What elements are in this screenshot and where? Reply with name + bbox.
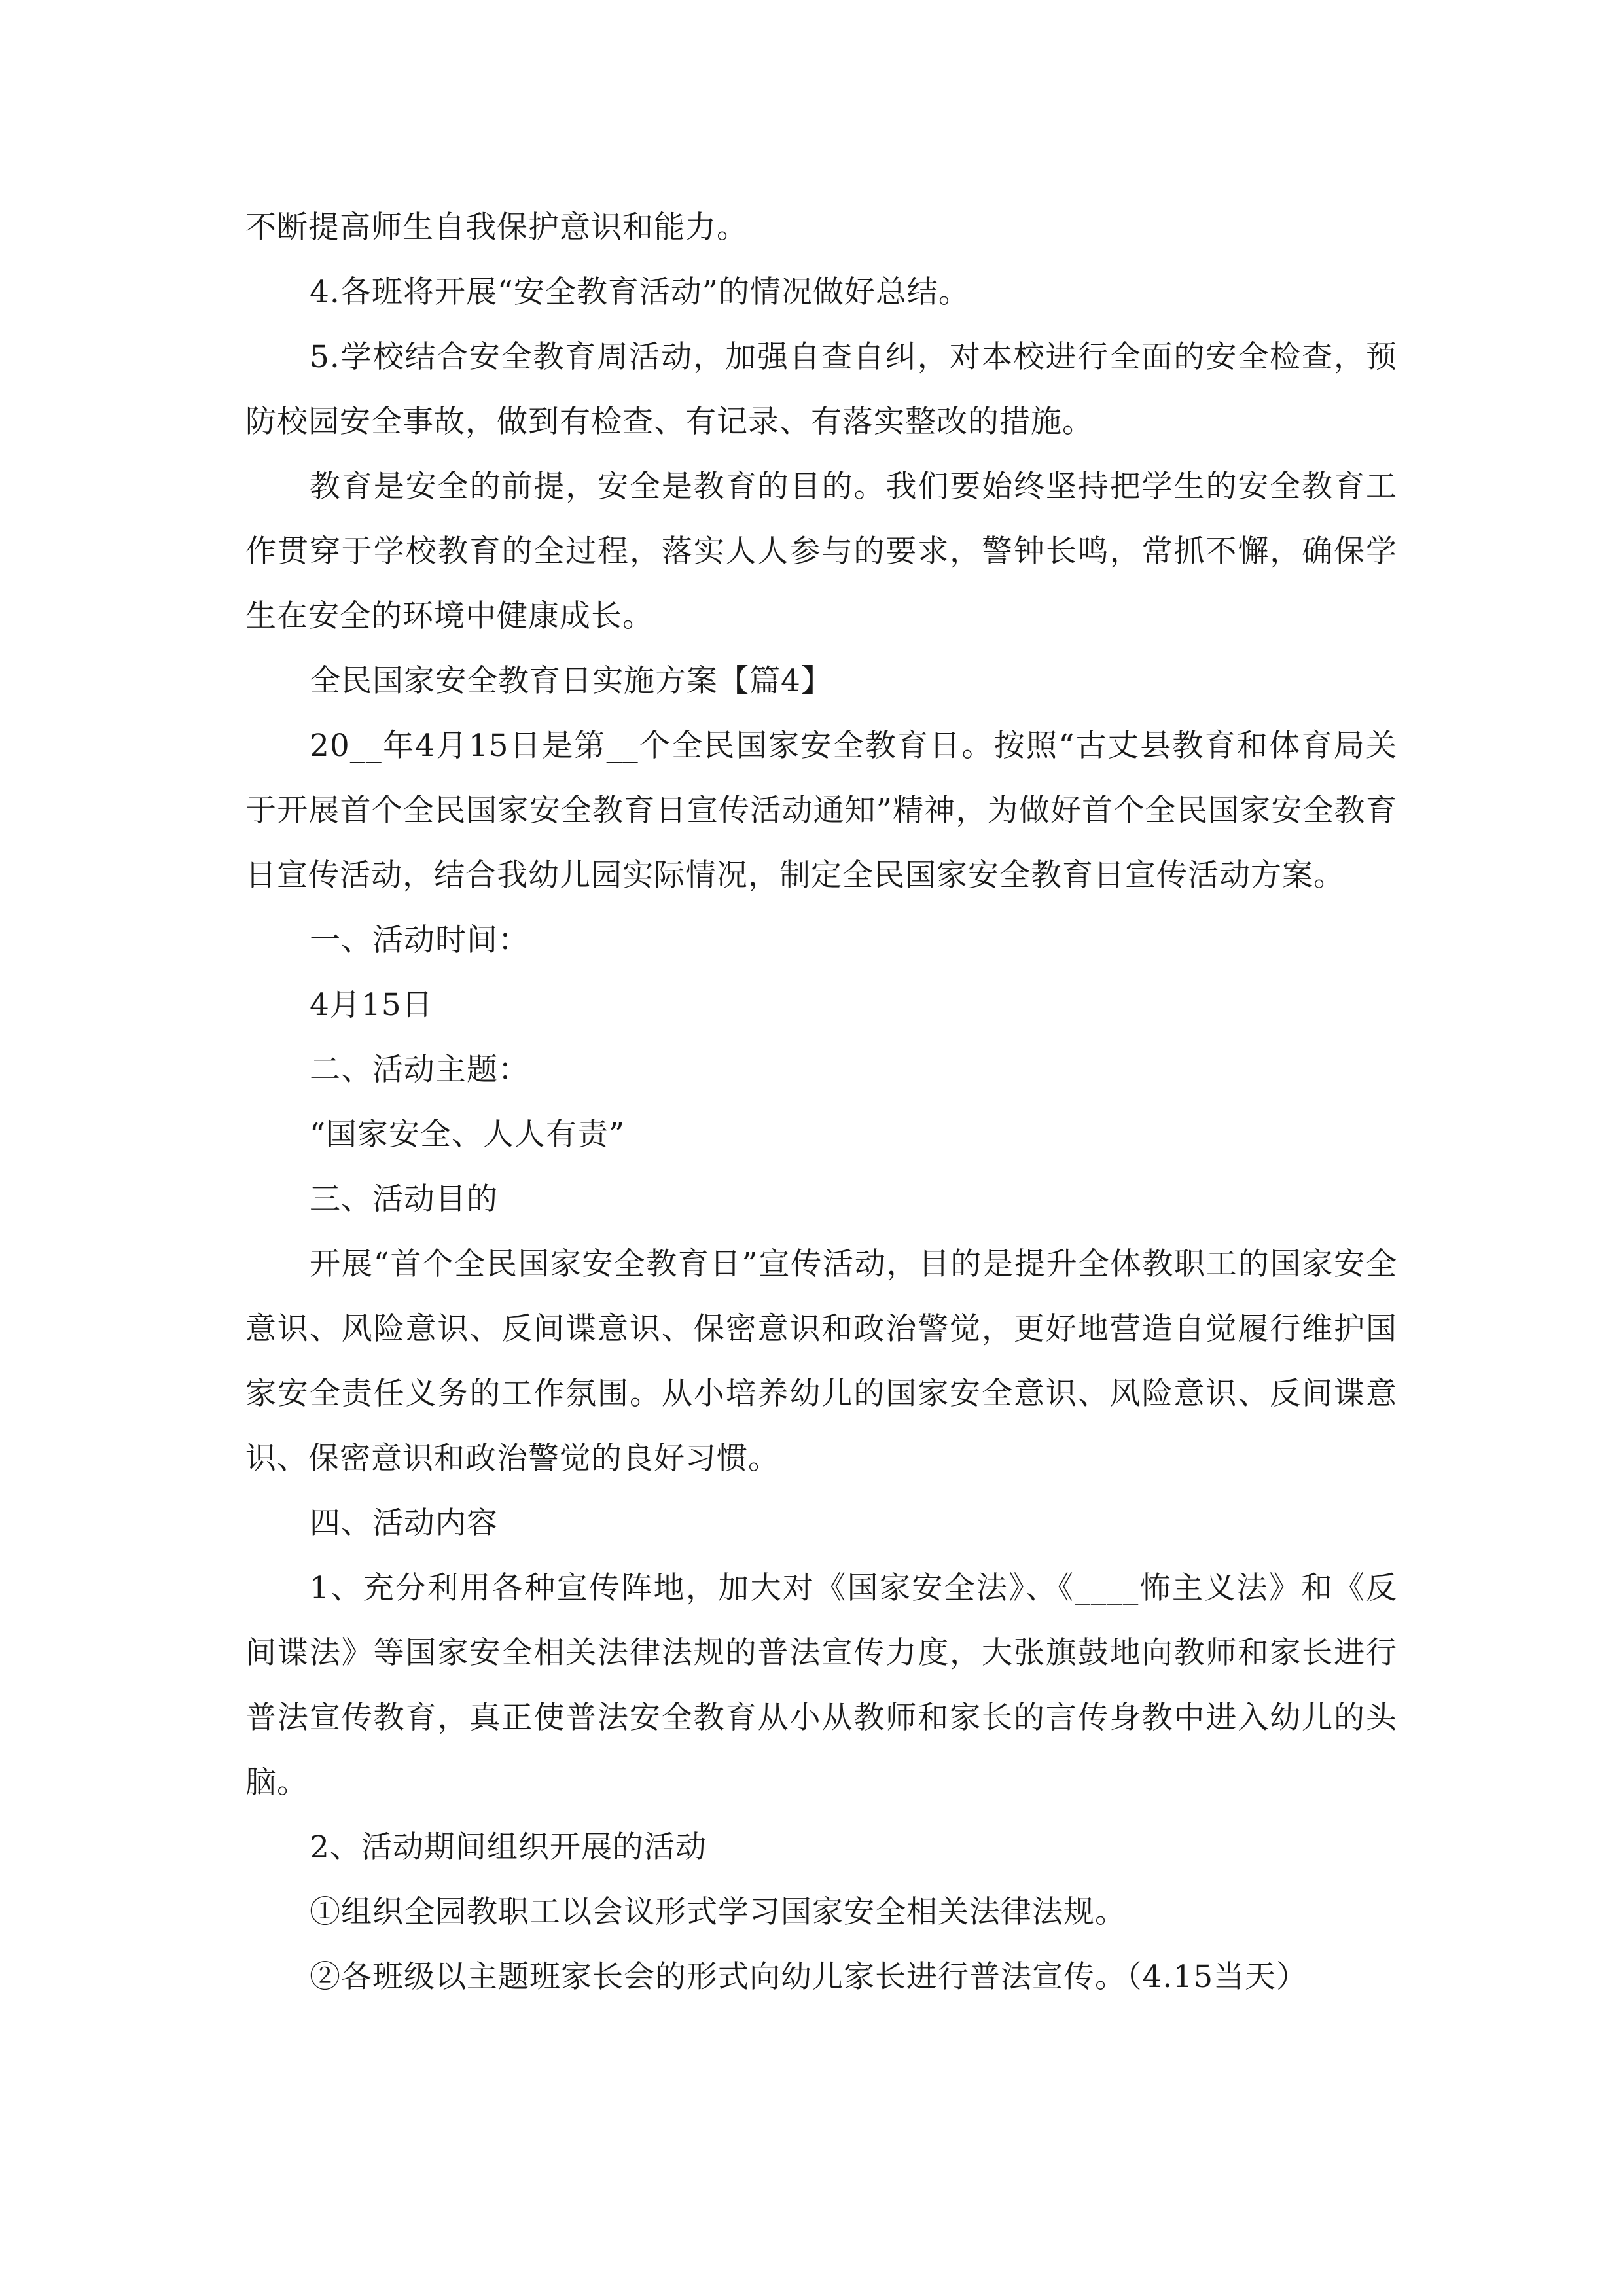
heading-activity-purpose: 三、活动目的 [310,1181,498,1217]
paragraph-purpose: 开展“首个全民国家安全教育日”宣传活动，目的是提升全体教职工的国家安全意识、风险意识、反间谍意识、保密意识和政治警觉，更好地营造自觉履行维护国家安全责任义务的工作氛围。从小培养幼儿的国家安全意识、风险意识、反间谍意识、保密意识和政治警觉的良好习惯。 [245,1246,1397,1477]
paragraph-conclusion: 教育是安全的前提，安全是教育的目的。我们要始终坚持把学生的安全教育工作贯穿于学校教育的全过程，落实人人参与的要求，警钟长鸣，常抓不懈，确保学生在安全的环境中健康成长。 [245,469,1397,634]
list-item-2: ②各班级以主题班家长会的形式向幼儿家长进行普法宣传。（4.15当天） [310,1959,1308,1995]
document-body [245,195,1397,2009]
activity-date: 4月15日 [310,987,433,1023]
paragraph-content-2: 2、活动期间组织开展的活动 [310,1829,707,1865]
paragraph-item-4: 4.各班将开展“安全教育活动”的情况做好总结。 [310,274,970,310]
section-heading-part-4: 全民国家安全教育日实施方案【篇4】 [310,663,832,699]
heading-activity-content: 四、活动内容 [310,1505,498,1541]
paragraph-item-5: 5.学校结合安全教育周活动，加强自查自纠，对本校进行全面的安全检查，预防校园安全事故，做到有检查、有记录、有落实整改的措施。 [245,339,1397,440]
paragraph-continuation: 不断提高师生自我保护意识和能力。 [245,209,748,245]
list-item-1: ①组织全园教职工以会议形式学习国家安全相关法律法规。 [310,1894,1126,1930]
heading-activity-theme: 二、活动主题： [310,1052,529,1088]
paragraph-intro: 20__年4月15日是第__个全民国家安全教育日。按照“古丈县教育和体育局关于开展首个全民国家安全教育日宣传活动通知”精神，为做好首个全民国家安全教育日宣传活动，结合我幼儿园实际情况，制定全民国家安全教育日宣传活动方案。 [245,728,1397,893]
heading-activity-time: 一、活动时间： [310,922,529,958]
activity-theme: “国家安全、人人有责” [310,1117,626,1153]
paragraph-content-1: 1、充分利用各种宣传阵地，加大对《国家安全法》、《____怖主义法》和《反间谍法》等国家安全相关法律法规的普法宣传力度，大张旗鼓地向教师和家长进行普法宣传教育，真正使普法安全教育从小从教师和家长的言传身教中进入幼儿的头脑。 [245,1570,1397,1801]
